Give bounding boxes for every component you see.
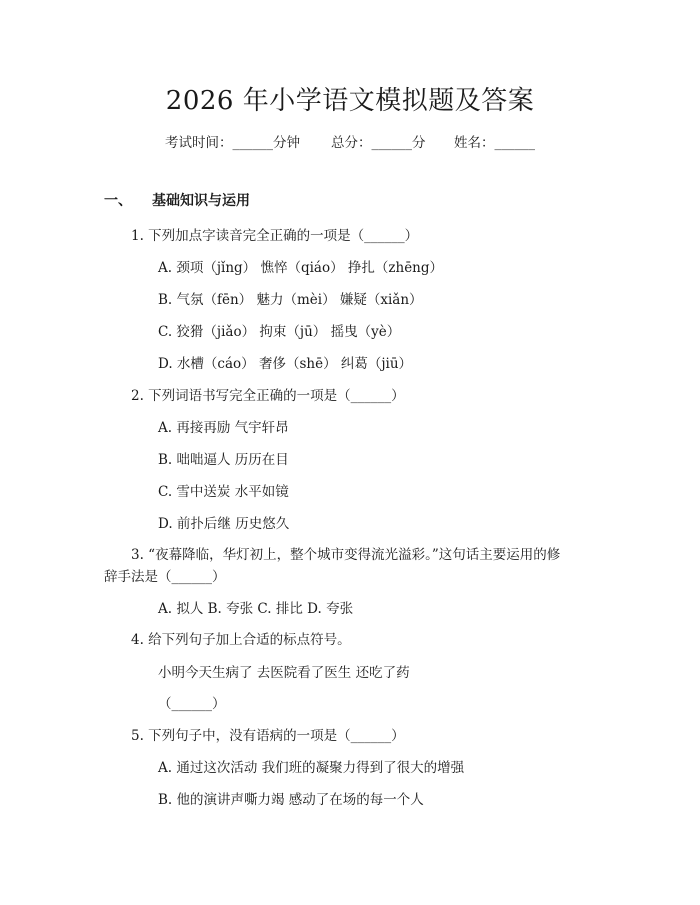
- question-2-option-b: B. 咄咄逼人 历历在目: [158, 452, 289, 468]
- total-score-field: 总分：______分: [331, 135, 426, 151]
- question-4-answer-blank: （______）: [158, 696, 226, 712]
- name-field: 姓名：______: [454, 135, 535, 151]
- question-1-stem: 1. 下列加点字读音完全正确的一项是（______）: [131, 228, 419, 244]
- question-4-sentence: 小明今天生病了 去医院看了医生 还吃了药: [158, 665, 410, 681]
- question-1-option-b: B. 气氛（fēn） 魅力（mèi） 嫌疑（xiǎn）: [158, 292, 423, 308]
- question-5-stem: 5. 下列句子中，没有语病的一项是（______）: [131, 728, 405, 744]
- question-3-options: A. 拟人 B. 夸张 C. 排比 D. 夸张: [158, 601, 354, 617]
- question-1-option-c: C. 狡猾（jiǎo） 拘束（jū） 摇曳（yè）: [158, 324, 401, 340]
- question-5-option-b: B. 他的演讲声嘶力竭 感动了在场的每一个人: [158, 792, 424, 808]
- question-2-option-c: C. 雪中送炭 水平如镜: [158, 484, 289, 500]
- section-heading: [104, 190, 250, 210]
- question-1-option-d: D. 水槽（cáo） 奢侈（shē） 纠葛（jiū）: [158, 356, 413, 372]
- section-number: 一、: [104, 193, 132, 209]
- exam-time-field: 考试时间：______分钟: [165, 135, 300, 151]
- question-5-option-a: A. 通过这次活动 我们班的凝聚力得到了很大的增强: [158, 760, 465, 776]
- question-2-option-d: D. 前扑后继 历史悠久: [158, 516, 290, 532]
- question-2-option-a: A. 再接再励 气宇轩昂: [158, 420, 289, 436]
- question-3-stem-line1: 3. “夜幕降临，华灯初上，整个城市变得流光溢彩。”这句话主要运用的修: [131, 547, 561, 563]
- section-label: 基础知识与运用: [152, 193, 250, 209]
- question-3-stem-line2: 辞手法是（______）: [104, 569, 226, 585]
- question-2-stem: 2. 下列词语书写完全正确的一项是（______）: [131, 388, 405, 404]
- page-title: 2026 年小学语文模拟题及答案: [165, 86, 535, 116]
- question-4-stem: 4. 给下列句子加上合适的标点符号。: [131, 632, 351, 648]
- question-1-option-a: A. 颈项（jǐng） 憔悴（qiáo） 挣扎（zhēng）: [158, 260, 444, 276]
